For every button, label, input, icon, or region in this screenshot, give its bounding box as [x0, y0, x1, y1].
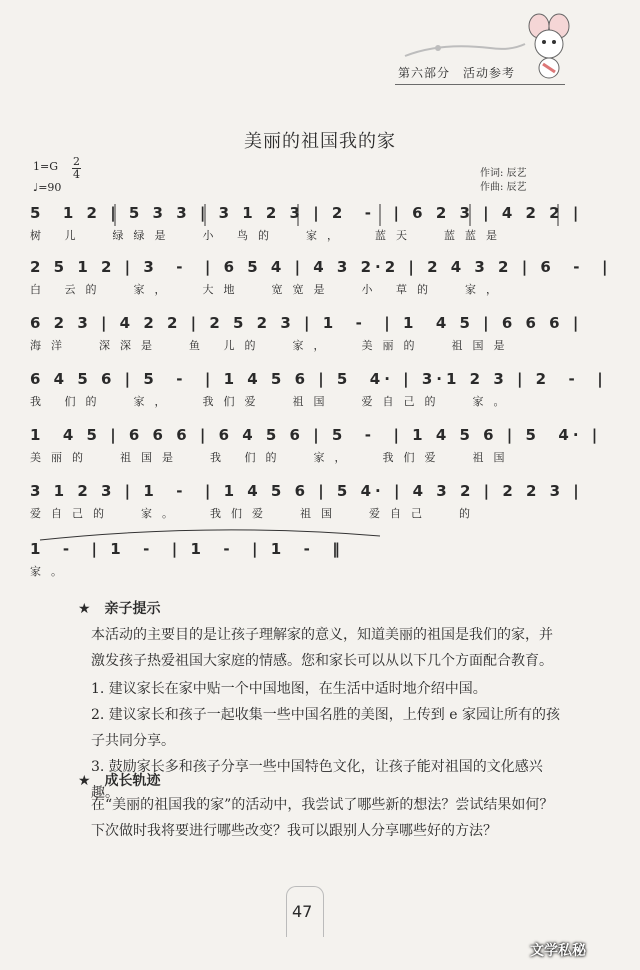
score-line-6	[30, 482, 583, 526]
score-notes: 5 1 2 | 5 3 3 | 3 1 2 3 | 2 - | 6 2 3 | 4 2 2 |	[30, 204, 583, 222]
score-lyrics: 树 儿 绿绿是 小 鸟的 家， 蓝天 蓝蓝是	[30, 229, 507, 242]
tips-intro	[63, 622, 563, 674]
score-line-5	[30, 426, 602, 470]
watermark: 文学私秘	[530, 943, 586, 959]
score-lyrics: 我 们的 家， 我们爱 祖国 爱自己的 家。	[30, 395, 515, 408]
score-lyrics: 爱自己的 家。 我们爱 祖国 爱自己 的	[30, 507, 480, 520]
score-notes: 3 1 2 3 | 1 - | 1 4 5 6 | 5 4· | 4 3 2 | 2 2 3 |	[30, 482, 583, 500]
tempo-marking: ♩=90	[33, 181, 62, 194]
meter-bottom: 4	[73, 168, 80, 181]
score-notes: 1 - | 1 - | 1 - | 1 - ‖	[30, 540, 344, 558]
growth-text: 在“美丽的祖国我的家”的活动中，我尝试了哪些新的想法？尝试结果如何？下次做时我将要进行哪些改变？我可以跟别人分享哪些好的方法？	[91, 797, 554, 839]
score-lyrics: 白 云的 家， 大地 宽宽是 小 草的 家，	[30, 283, 507, 296]
score-line-2	[30, 258, 612, 302]
score-line-1	[30, 204, 583, 248]
score-line-4	[30, 370, 607, 414]
growth-section	[63, 792, 563, 844]
page-number: 47	[292, 902, 313, 921]
tips-heading: ★ 亲子提示	[78, 601, 161, 617]
key-signature: 1=G	[33, 160, 59, 173]
section-label: 第六部分 活动参考	[398, 66, 516, 80]
score-line-3	[30, 314, 583, 358]
tips-item-3: 3. 鼓励家长多和孩子分享一些中国特色文化，让孩子能对祖国的文化感兴趣。	[91, 759, 543, 801]
score-lyrics: 海洋 深深是 鱼 儿的 家， 美丽的 祖国是	[30, 339, 515, 352]
score-line-7	[30, 540, 560, 584]
time-signature	[72, 156, 81, 181]
score-lyrics: 家。	[30, 565, 72, 578]
lyricist-credit: 作词: 辰艺	[480, 168, 527, 179]
tips-item-1: 1. 建议家长在家中贴一个中国地图，在生活中适时地介绍中国。	[91, 681, 487, 697]
header-divider	[395, 84, 565, 85]
tips-item-2: 2. 建议家长和孩子一起收集一些中国名胜的美图，上传到 e 家园让所有的孩子共同分享。	[91, 707, 560, 749]
score-notes: 6 4 5 6 | 5 - | 1 4 5 6 | 5 4· | 3·1 2 3 | 2 - |	[30, 370, 607, 388]
score-lyrics: 美丽的 祖国是 我 们的 家， 我们爱 祖国	[30, 451, 515, 464]
score-notes: 1 4 5 | 6 6 6 | 6 4 5 6 | 5 - | 1 4 5 6 | 5 4· |	[30, 426, 602, 444]
growth-heading: ★ 成长轨迹	[78, 773, 161, 789]
song-title: 美丽的祖国我的家	[244, 131, 396, 152]
score-notes: 6 2 3 | 4 2 2 | 2 5 2 3 | 1 - | 1 4 5 | 6 6 6 |	[30, 314, 583, 332]
mascot-icon	[525, 12, 573, 80]
composer-credit: 作曲: 辰艺	[480, 182, 527, 193]
score-notes: 2 5 1 2 | 3 - | 6 5 4 | 4 3 2·2 | 2 4 3 2 | 6 - |	[30, 258, 612, 276]
tips-intro-text: 本活动的主要目的是让孩子理解家的意义，知道美丽的祖国是我们的家，并激发孩子热爱祖国大家庭的情感。您和家长可以从以下几个方面配合教育。	[91, 627, 553, 669]
meter-top: 2	[73, 155, 80, 168]
